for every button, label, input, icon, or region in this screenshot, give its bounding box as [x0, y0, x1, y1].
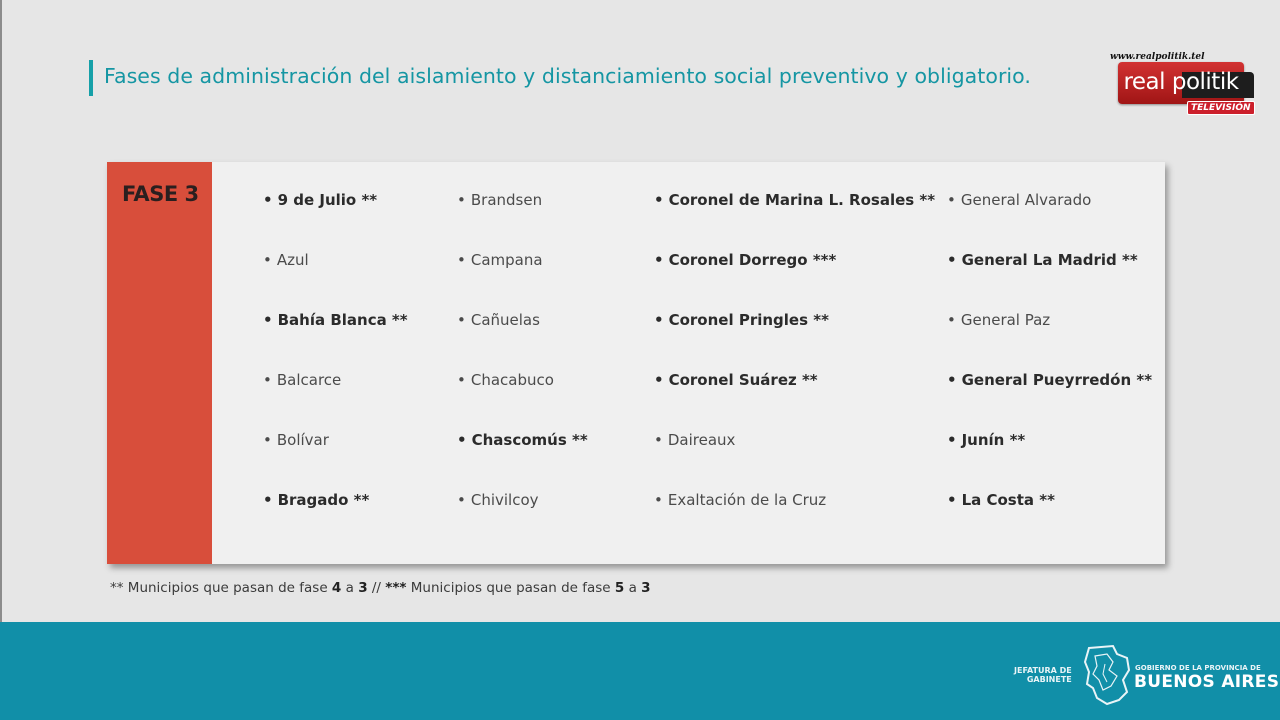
footnote-number: 3 — [358, 580, 368, 596]
municipality-item — [457, 431, 588, 449]
municipality-name: La Costa ** — [961, 491, 1055, 509]
municipality-item — [654, 431, 735, 449]
municipality-name: Campana — [470, 251, 543, 269]
bullet-icon: • — [457, 491, 466, 509]
municipality-name: Chacabuco — [470, 371, 554, 389]
municipality-item — [947, 251, 1138, 269]
bullet-icon: • — [654, 191, 664, 209]
bullet-icon: • — [654, 251, 664, 269]
jefatura-line: GABINETE — [1026, 675, 1072, 684]
bullet-icon: • — [947, 491, 957, 509]
bullet-icon: • — [947, 311, 956, 329]
government-label-small: GOBIERNO DE LA PROVINCIA DE — [1135, 664, 1261, 672]
logo-box — [1118, 62, 1244, 104]
footnote-part: a — [624, 580, 642, 596]
municipality-item — [263, 491, 369, 509]
jefatura-line: JEFATURA DE — [1014, 666, 1072, 675]
footnote-marker: *** — [385, 580, 407, 596]
municipality-name: Cañuelas — [470, 311, 540, 329]
municipality-item — [947, 311, 1050, 329]
footnote-number: 3 — [641, 580, 651, 596]
logo-tv-badge: TELEVISIÓN — [1187, 101, 1255, 115]
municipality-item — [457, 491, 539, 509]
municipality-name: Balcarce — [276, 371, 342, 389]
municipality-item — [263, 431, 329, 449]
footnote-part: a — [341, 580, 359, 596]
municipality-item — [947, 491, 1055, 509]
municipality-item — [263, 191, 377, 209]
municipality-item — [654, 491, 826, 509]
title-accent-bar — [89, 60, 93, 96]
municipality-item — [457, 371, 554, 389]
bullet-icon: • — [457, 251, 466, 269]
realpolitik-logo — [1108, 52, 1254, 120]
municipality-name: Bragado ** — [277, 491, 370, 509]
bullet-icon: • — [947, 371, 957, 389]
municipality-name: Azul — [276, 251, 309, 269]
municipality-item — [654, 311, 829, 329]
footer-bar — [0, 622, 1280, 720]
municipality-name: Exaltación de la Cruz — [667, 491, 827, 509]
bullet-icon: • — [263, 431, 272, 449]
footnote-number: 4 — [331, 580, 342, 596]
bullet-icon: • — [457, 191, 466, 209]
municipality-item — [457, 191, 542, 209]
municipality-name: Coronel Pringles ** — [668, 311, 829, 329]
bullet-icon: • — [457, 311, 466, 329]
bullet-icon: • — [263, 311, 273, 329]
municipality-name: 9 de Julio ** — [277, 191, 378, 209]
bullet-icon: • — [263, 491, 273, 509]
municipality-item — [654, 191, 935, 209]
municipality-name: Chivilcoy — [470, 491, 539, 509]
bullet-icon: • — [263, 191, 273, 209]
municipality-item — [947, 191, 1091, 209]
municipality-item — [947, 431, 1025, 449]
bullet-icon: • — [263, 251, 272, 269]
municipality-name: Coronel de Marina L. Rosales ** — [668, 191, 936, 209]
municipality-item — [263, 311, 408, 329]
footnote-part: Municipios que pasan de fase — [406, 580, 615, 596]
bullet-icon: • — [654, 371, 664, 389]
footnote — [110, 580, 651, 596]
municipality-name: General Paz — [960, 311, 1051, 329]
bullet-icon: • — [457, 371, 466, 389]
municipality-name: Coronel Suárez ** — [668, 371, 818, 389]
municipality-item — [457, 251, 543, 269]
municipality-item — [654, 251, 836, 269]
bullet-icon: • — [947, 191, 956, 209]
bullet-icon: • — [654, 491, 663, 509]
government-label-big: BUENOS AIRES — [1134, 672, 1280, 692]
bullet-icon: • — [947, 251, 957, 269]
phase-card — [107, 162, 1165, 564]
municipality-item — [457, 311, 540, 329]
bullet-icon: • — [457, 431, 467, 449]
municipality-name: Bolívar — [276, 431, 329, 449]
municipality-name: Daireaux — [667, 431, 736, 449]
municipality-item — [947, 371, 1152, 389]
footnote-part: ** Municipios que pasan de fase — [110, 580, 332, 596]
municipality-name: General Alvarado — [960, 191, 1092, 209]
bullet-icon: • — [654, 431, 663, 449]
municipality-name: Brandsen — [470, 191, 543, 209]
municipality-item — [654, 371, 818, 389]
municipality-name: General Pueyrredón ** — [961, 371, 1153, 389]
municipality-name: General La Madrid ** — [961, 251, 1138, 269]
province-map-icon — [1083, 644, 1133, 706]
municipality-item — [263, 251, 309, 269]
bullet-icon: • — [947, 431, 957, 449]
municipality-name: Junín ** — [961, 431, 1026, 449]
bullet-icon: • — [263, 371, 272, 389]
slide-title: Fases de administración del aislamiento y distanciamiento social preventivo y obligatorio. — [104, 64, 1031, 88]
municipality-item — [263, 371, 341, 389]
jefatura-label — [1014, 666, 1072, 684]
footnote-part: // — [367, 580, 386, 596]
phase-tab — [107, 162, 212, 564]
logo-url: www.realpolitik.tel — [1110, 52, 1205, 62]
phase-label: FASE 3 — [122, 182, 199, 206]
bullet-icon: • — [654, 311, 664, 329]
municipality-name: Chascomús ** — [471, 431, 588, 449]
municipality-name: Coronel Dorrego *** — [668, 251, 837, 269]
footnote-number: 5 — [614, 580, 625, 596]
screen-left-edge — [0, 0, 2, 622]
municipality-name: Bahía Blanca ** — [277, 311, 408, 329]
logo-brand: real politik — [1123, 69, 1239, 95]
